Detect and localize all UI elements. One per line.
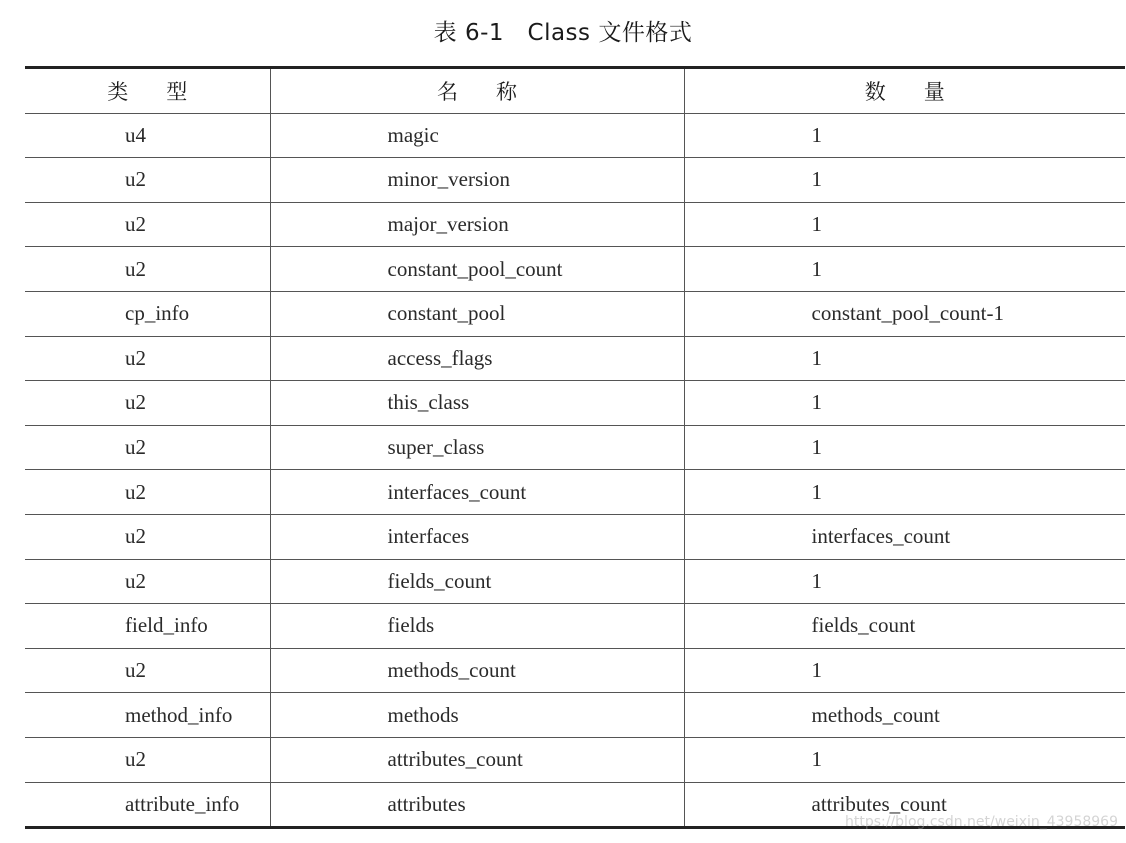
table-row [25, 693, 1125, 738]
table-row [25, 604, 1125, 649]
cell-type: u2 [25, 470, 270, 515]
cell-type: u2 [25, 559, 270, 604]
cell-count: interfaces_count [684, 514, 1125, 559]
cell-name: attributes_count [270, 737, 684, 782]
cell-type: attribute_info [25, 782, 270, 828]
cell-name: super_class [270, 425, 684, 470]
cell-name: interfaces_count [270, 470, 684, 515]
cell-count: fields_count [684, 604, 1125, 649]
cell-type: cp_info [25, 291, 270, 336]
table-row [25, 648, 1125, 693]
cell-name: methods [270, 693, 684, 738]
cell-count: 1 [684, 336, 1125, 381]
cell-name: methods_count [270, 648, 684, 693]
cell-type: u2 [25, 425, 270, 470]
table-row [25, 737, 1125, 782]
cell-count: 1 [684, 158, 1125, 203]
cell-type: u4 [25, 113, 270, 158]
cell-name: fields_count [270, 559, 684, 604]
table-row [25, 113, 1125, 158]
cell-name: access_flags [270, 336, 684, 381]
table-row [25, 514, 1125, 559]
table-row [25, 202, 1125, 247]
table-row [25, 291, 1125, 336]
cell-name: this_class [270, 381, 684, 426]
header-name: 名称 [270, 68, 684, 114]
table-body [25, 113, 1125, 828]
class-file-format-table-container [25, 66, 1125, 829]
watermark: https://blog.csdn.net/weixin_43958969 [844, 814, 1118, 830]
cell-count: 1 [684, 470, 1125, 515]
table-row [25, 247, 1125, 292]
cell-type: u2 [25, 158, 270, 203]
header-type: 类型 [25, 68, 270, 114]
cell-name: interfaces [270, 514, 684, 559]
cell-type: u2 [25, 381, 270, 426]
cell-count: constant_pool_count-1 [684, 291, 1125, 336]
cell-type: method_info [25, 693, 270, 738]
class-file-format-table [25, 66, 1125, 829]
cell-count: 1 [684, 737, 1125, 782]
cell-count: 1 [684, 425, 1125, 470]
cell-type: u2 [25, 247, 270, 292]
cell-count: 1 [684, 381, 1125, 426]
cell-name: fields [270, 604, 684, 649]
cell-count: attributes_count [684, 782, 1125, 828]
cell-count: 1 [684, 648, 1125, 693]
cell-type: field_info [25, 604, 270, 649]
cell-type: u2 [25, 202, 270, 247]
cell-type: u2 [25, 514, 270, 559]
cell-name: magic [270, 113, 684, 158]
cell-name: attributes [270, 782, 684, 828]
table-row [25, 381, 1125, 426]
cell-name: constant_pool [270, 291, 684, 336]
header-count: 数量 [684, 68, 1125, 114]
cell-name: minor_version [270, 158, 684, 203]
cell-count: methods_count [684, 693, 1125, 738]
cell-count: 1 [684, 113, 1125, 158]
cell-count: 1 [684, 247, 1125, 292]
table-title: 表 6-1 Class 文件格式 [433, 20, 693, 46]
table-row [25, 336, 1125, 381]
cell-type: u2 [25, 648, 270, 693]
cell-type: u2 [25, 336, 270, 381]
table-row [25, 425, 1125, 470]
table-row [25, 158, 1125, 203]
table-header-row [25, 68, 1125, 114]
cell-type: u2 [25, 737, 270, 782]
table-row [25, 470, 1125, 515]
cell-count: 1 [684, 559, 1125, 604]
cell-count: 1 [684, 202, 1125, 247]
table-row [25, 559, 1125, 604]
cell-name: major_version [270, 202, 684, 247]
cell-name: constant_pool_count [270, 247, 684, 292]
